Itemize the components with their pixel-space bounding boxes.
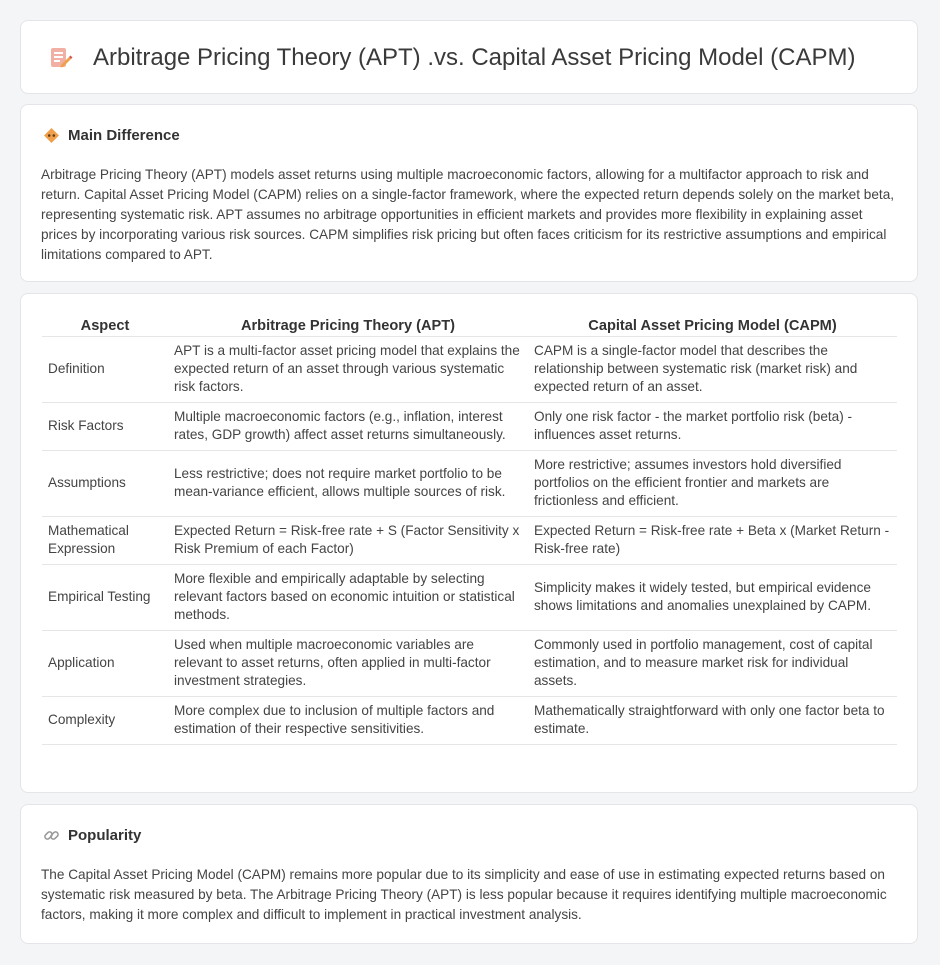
main-difference-text: Arbitrage Pricing Theory (APT) models asset returns using multiple macroeconomic factors, allowing for a multifactor approach to risk and return. Capital Asset Pricing Model (CAPM) relies on a single-factor framework, where the expected return depends solely on the market beta, representing systematic risk. APT assumes no arbitrage opportunities in efficient markets and provides more flexibility in explaining asset prices by incorporating various risk sources. CAPM simplifies risk pricing but often faces criticism for its restrictive assumptions and empirical limitations compared to APT. xyxy=(41,167,895,262)
header-card xyxy=(20,20,918,94)
popularity-heading xyxy=(43,827,141,844)
table-row xyxy=(42,337,897,403)
main-difference-title: Main Difference xyxy=(68,127,180,144)
table-row xyxy=(42,631,897,697)
title-row xyxy=(47,41,855,75)
aspect-cell: Complexity xyxy=(42,697,168,745)
document-edit-icon xyxy=(47,45,73,71)
header-aspect: Aspect xyxy=(42,314,168,337)
apt-cell: Used when multiple macroeconomic variables are relevant to asset returns, often applied in multi-factor investment strategies. xyxy=(168,631,528,697)
capm-cell: Expected Return = Risk-free rate + Beta x (Market Return - Risk-free rate) xyxy=(528,517,897,565)
aspect-cell: Assumptions xyxy=(42,451,168,517)
link-icon xyxy=(43,827,60,844)
main-difference-card xyxy=(20,104,918,282)
aspect-cell: Risk Factors xyxy=(42,403,168,451)
apt-cell: More complex due to inclusion of multiple factors and estimation of their respective sensitivities. xyxy=(168,697,528,745)
aspect-cell: Empirical Testing xyxy=(42,565,168,631)
aspect-cell: Application xyxy=(42,631,168,697)
capm-cell: Commonly used in portfolio management, cost of capital estimation, and to measure market risk for individual assets. xyxy=(528,631,897,697)
comparison-table-card xyxy=(20,293,918,793)
comparison-table xyxy=(42,314,897,745)
apt-cell: Less restrictive; does not require market portfolio to be mean-variance efficient, allows multiple sources of risk. xyxy=(168,451,528,517)
table-header-row xyxy=(42,314,897,337)
table-row xyxy=(42,565,897,631)
page-title: Arbitrage Pricing Theory (APT) .vs. Capital Asset Pricing Model (CAPM) xyxy=(93,44,856,71)
capm-cell: Mathematically straightforward with only one factor beta to estimate. xyxy=(528,697,897,745)
aspect-cell: Definition xyxy=(42,337,168,403)
apt-cell: APT is a multi-factor asset pricing model that explains the expected return of an asset through various systematic risk factors. xyxy=(168,337,528,403)
popularity-title: Popularity xyxy=(68,827,142,844)
header-capm: Capital Asset Pricing Model (CAPM) xyxy=(528,314,897,337)
table-row xyxy=(42,403,897,451)
capm-cell: Only one risk factor - the market portfolio risk (beta) - influences asset returns. xyxy=(528,403,897,451)
main-difference-heading xyxy=(43,127,180,144)
apt-cell: Expected Return = Risk-free rate + S (Factor Sensitivity x Risk Premium of each Factor) xyxy=(168,517,528,565)
apt-cell: Multiple macroeconomic factors (e.g., inflation, interest rates, GDP growth) affect asset returns simultaneously. xyxy=(168,403,528,451)
apt-cell: More flexible and empirically adaptable by selecting relevant factors based on economic intuition or statistical methods. xyxy=(168,565,528,631)
capm-cell: CAPM is a single-factor model that describes the relationship between systematic risk (market risk) and expected return of an asset. xyxy=(528,337,897,403)
diamond-icon xyxy=(43,127,60,144)
popularity-text: The Capital Asset Pricing Model (CAPM) remains more popular due to its simplicity and ease of use in estimating expected returns based on systematic risk measured by beta. The Arbitrage Pricing Theory (APT) is less popular because it requires identifying multiple macroeconomic factors, making it more complex and difficult to implement in practical investment analysis. xyxy=(41,867,887,922)
capm-cell: Simplicity makes it widely tested, but empirical evidence shows limitations and anomalies unexplained by CAPM. xyxy=(528,565,897,631)
table-row xyxy=(42,697,897,745)
popularity-card xyxy=(20,804,918,944)
table-row xyxy=(42,451,897,517)
table-row xyxy=(42,517,897,565)
aspect-cell: Mathematical Expression xyxy=(42,517,168,565)
capm-cell: More restrictive; assumes investors hold diversified portfolios on the efficient frontier and markets are frictionless and efficient. xyxy=(528,451,897,517)
header-apt: Arbitrage Pricing Theory (APT) xyxy=(168,314,528,337)
